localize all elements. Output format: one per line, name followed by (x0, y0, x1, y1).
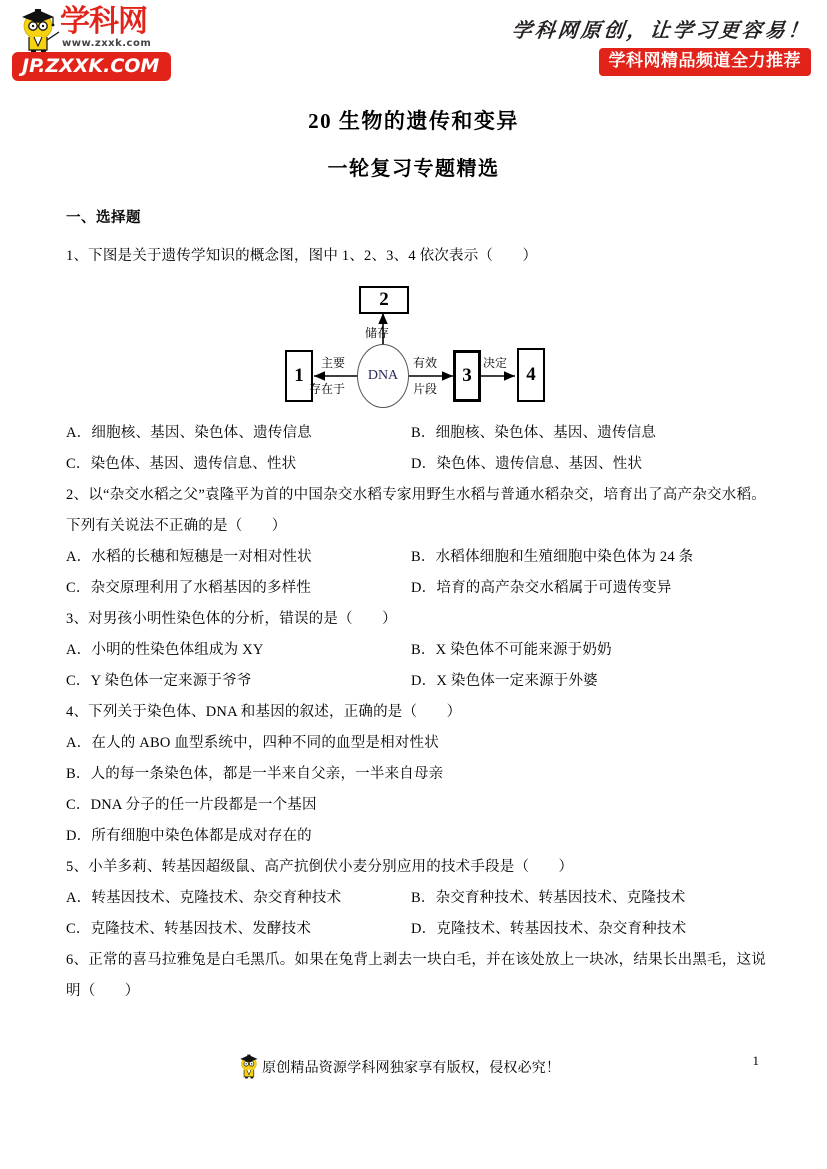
option-5-D: D．克隆技术、转基因技术、杂交育种技术 (411, 921, 687, 937)
options-row (66, 418, 766, 449)
diagram-box-3: 3 (453, 350, 481, 402)
brand-url: www.zxxk.com (62, 38, 152, 49)
option-4-C: C．DNA 分子的任一片段都是一个基因 (66, 797, 317, 813)
option-3-B: B．X 染色体不可能来源于奶奶 (411, 642, 612, 658)
diagram-box-2: 2 (359, 286, 409, 314)
question-stem-3: 3、对男孩小明性染色体的分析，错误的是（ ） (66, 611, 397, 627)
option-4-A: A．在人的 ABO 血型系统中，四种不同的血型是相对性状 (66, 735, 439, 751)
options-row (66, 573, 766, 604)
diagram-label-segment: 片段 (413, 382, 438, 396)
diagram-label-effective: 有效 (413, 356, 438, 370)
question-stem-4: 4、下列关于染色体、DNA 和基因的叙述，正确的是（ ） (66, 704, 462, 720)
option-1-A: A．细胞核、基因、染色体、遗传信息 (66, 425, 312, 441)
brand-banner[interactable]: JP.ZXXK.COM (12, 52, 171, 81)
diagram-box-4: 4 (517, 348, 545, 402)
question-stem-1: 1、下图是关于遗传学知识的概念图，图中 1、2、3、4 依次表示（ ） (66, 248, 538, 264)
page-subtitle: 一轮复习专题精选 (327, 158, 500, 180)
page-number: 1 (752, 1053, 759, 1068)
diagram-label-store: 储存 (365, 326, 390, 340)
page-footer (0, 1051, 827, 1091)
diagram-label-exists-in: 存在于 (309, 382, 346, 396)
option-1-B: B．细胞核、染色体、基因、遗传信息 (411, 425, 657, 441)
option-1-D: D．染色体、遗传信息、基因、性状 (411, 456, 643, 472)
document-body (66, 206, 766, 1007)
option-3-C: C．Y 染色体一定来源于爷爷 (66, 673, 252, 689)
options-row (66, 542, 766, 573)
page-header (0, 0, 827, 86)
concept-diagram (66, 282, 766, 410)
option-5-B: B．杂交育种技术、转基因技术、克隆技术 (411, 890, 686, 906)
question-stem-6: 6、正常的喜马拉雅兔是白毛黑爪。如果在兔背上剥去一块白毛，并在该处放上一块冰，结果长出黑毛，这说明（ ） (66, 952, 766, 999)
diagram-label-determine: 决定 (483, 356, 508, 370)
diagram-circle-dna: DNA (357, 344, 409, 408)
option-4-D: D．所有细胞中染色体都是成对存在的 (66, 828, 312, 844)
options-row (66, 666, 766, 697)
options-row (66, 449, 766, 480)
option-2-B: B．水稻体细胞和生殖细胞中染色体为 24 条 (411, 549, 694, 565)
option-3-D: D．X 染色体一定来源于外婆 (411, 673, 598, 689)
graduate-mascot-icon (18, 6, 62, 54)
graduate-mascot-icon (238, 1053, 262, 1079)
option-2-A: A．水稻的长穗和短穗是一对相对性状 (66, 549, 312, 565)
slogan-text: 学科网原创，让学习更容易！ (510, 20, 812, 42)
footer-copyright: 原创精品资源学科网独家享有版权，侵权必究！ (262, 1061, 561, 1076)
option-1-C: C．染色体、基因、遗传信息、性状 (66, 456, 297, 472)
diagram-box-1: 1 (285, 350, 313, 402)
promo-banner[interactable]: 学科网精品频道全力推荐 (599, 48, 812, 76)
option-2-C: C．杂交原理利用了水稻基因的多样性 (66, 580, 312, 596)
option-4-B: B．人的每一条染色体，都是一半来自父亲，一半来自母亲 (66, 766, 444, 782)
section-heading: 一、选择题 (66, 210, 141, 226)
options-row (66, 914, 766, 945)
question-stem-2: 2、以“杂交水稻之父”袁隆平为首的中国杂交水稻专家用野生水稻与普通水稻杂交，培育出了高产杂交水稻。下列有关说法不正确的是（ ） (66, 487, 766, 534)
brand-name: 学科网 (60, 4, 147, 39)
brand-logo[interactable] (12, 2, 182, 82)
option-2-D: D．培育的高产杂交水稻属于可遗传变异 (411, 580, 672, 596)
option-5-C: C．克隆技术、转基因技术、发酵技术 (66, 921, 312, 937)
option-3-A: A．小明的性染色体组成为 XY (66, 642, 264, 658)
option-5-A: A．转基因技术、克隆技术、杂交育种技术 (66, 890, 342, 906)
options-row (66, 883, 766, 914)
options-row (66, 635, 766, 666)
question-stem-5: 5、小羊多莉、转基因超级鼠、高产抗倒伏小麦分别应用的技术手段是（ ） (66, 859, 574, 875)
diagram-label-mainly: 主要 (321, 356, 346, 370)
page-title: 20 生物的遗传和变异 (308, 109, 519, 133)
